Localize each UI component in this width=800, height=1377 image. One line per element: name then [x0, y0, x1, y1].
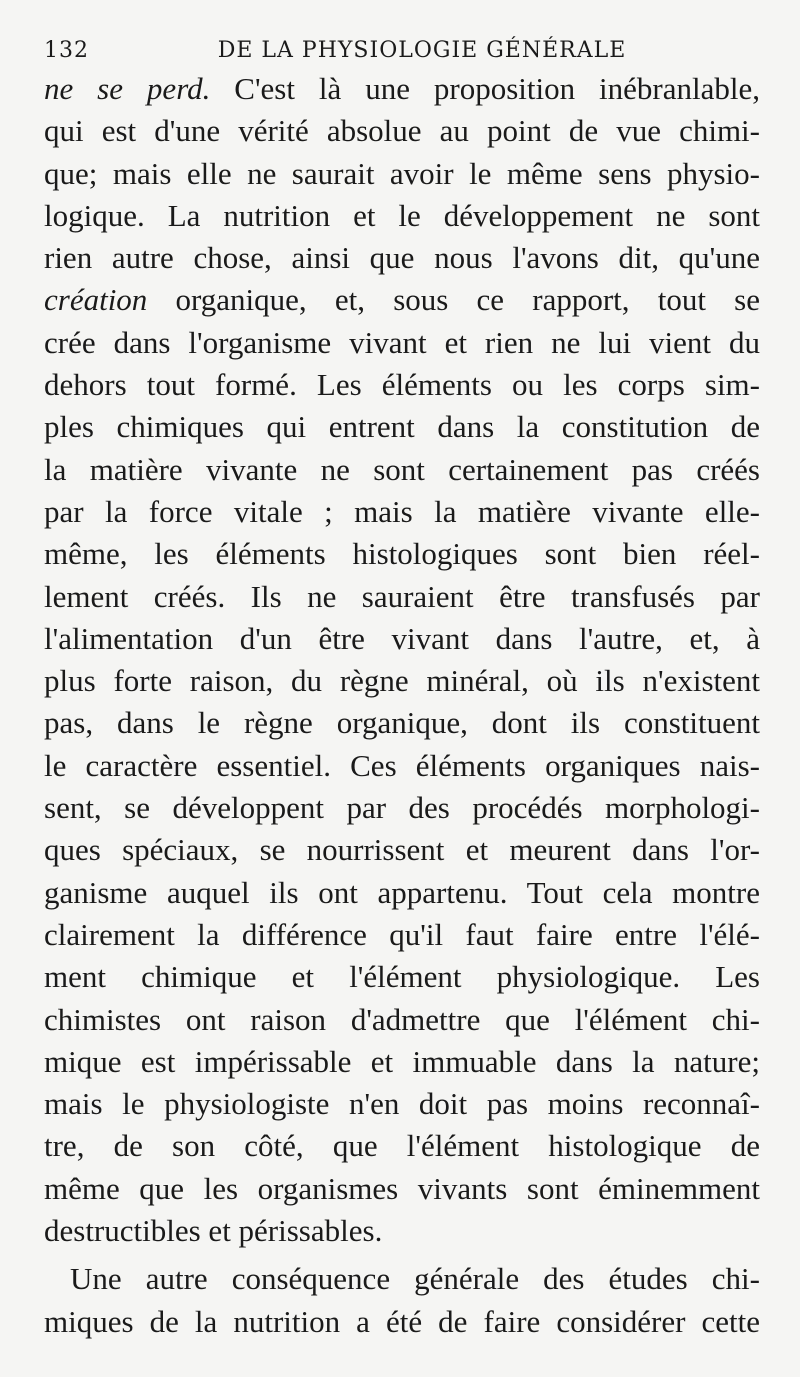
body-text: [44, 68, 760, 1343]
running-head: DE LA PHYSIOLOGIE GÉNÉRALE: [217, 38, 627, 63]
text-line: sent, se développent par des procédés morphologi-: [44, 790, 760, 826]
text-line: le caractère essentiel. Ces éléments organiques nais-: [44, 747, 760, 783]
text-line: lement créés. Ils ne sauraient être transfusés par: [44, 578, 760, 614]
line-text: organique, et, sous ce rapport, tout se: [147, 282, 760, 318]
text-line: par la force vitale ; mais la matière vivante elle-: [44, 493, 760, 529]
text-line: [44, 279, 760, 321]
text-line: crée dans l'organisme vivant et rien ne lui vient du: [44, 324, 760, 360]
text-line: ques spéciaux, se nourrissent et meurent dans l'or-: [44, 832, 760, 868]
text-line: logique. La nutrition et le développement ne sont: [44, 197, 760, 233]
italic-word: création: [44, 282, 148, 318]
paragraph-2: [44, 1258, 760, 1343]
text-line: dehors tout formé. Les éléments ou les corps sim-: [44, 367, 760, 403]
italic-phrase: ne se perd.: [44, 71, 211, 106]
page-number: 132: [44, 38, 89, 63]
text-line: la matière vivante ne sont certainement pas créés: [44, 451, 760, 487]
paragraph-1: [44, 68, 760, 1252]
text-line: que; mais elle ne saurait avoir le même sens physio-: [44, 155, 760, 191]
text-line: pas, dans le règne organique, dont ils constituent: [44, 705, 760, 741]
text-line: même, les éléments histologiques sont bien réel-: [44, 536, 760, 572]
text-line: l'alimentation d'un être vivant dans l'autre, et, à: [44, 620, 760, 656]
text-line: ganisme auquel ils ont appartenu. Tout cela montre: [44, 874, 760, 910]
text-line: mique est impérissable et immuable dans la nature;: [44, 1043, 760, 1079]
text-line: Une autre conséquence générale des études chi-: [70, 1261, 760, 1297]
text-line: plus forte raison, du règne minéral, où ils n'existent: [44, 663, 760, 699]
text-line: mais le physiologiste n'en doit pas moins reconnaî-: [44, 1086, 760, 1122]
page-header: [44, 30, 760, 68]
text-line: qui est d'une vérité absolue au point de vue chimi-: [44, 113, 760, 149]
text-line: destructibles et périssables.: [44, 1213, 383, 1249]
text-line: miques de la nutrition a été de faire considérer cette: [44, 1303, 760, 1339]
text-line: chimistes ont raison d'admettre que l'élément chi-: [44, 1001, 760, 1037]
line-text: C'est là une proposition inébranlable,: [210, 71, 760, 106]
text-line: [44, 68, 760, 110]
text-line: tre, de son côté, que l'élément histologique de: [44, 1128, 760, 1164]
text-line: ment chimique et l'élément physiologique. Les: [44, 959, 760, 995]
text-line: clairement la différence qu'il faut faire entre l'élé-: [44, 916, 760, 952]
text-line: ples chimiques qui entrent dans la constitution de: [44, 409, 760, 445]
text-line: même que les organismes vivants sont éminemment: [44, 1170, 760, 1206]
text-line: rien autre chose, ainsi que nous l'avons dit, qu'une: [44, 240, 760, 276]
